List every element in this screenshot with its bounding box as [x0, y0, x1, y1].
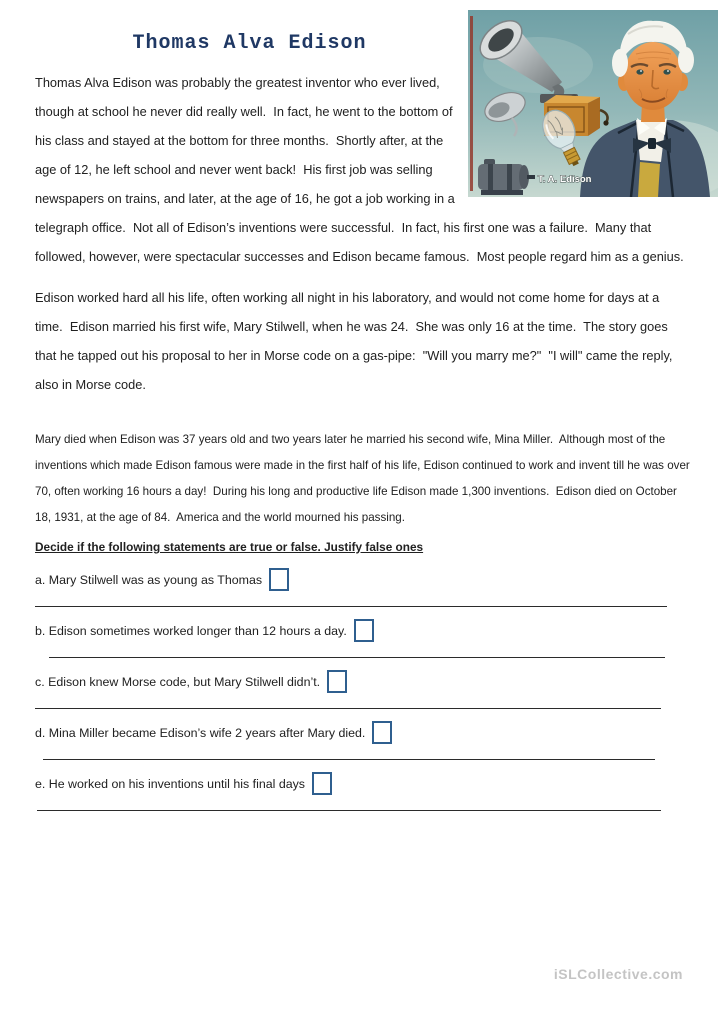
- statement-e-text: e. He worked on his inventions until his final days: [35, 777, 305, 791]
- edison-illustration-svg: [468, 10, 718, 197]
- checkbox-d[interactable]: [372, 721, 392, 744]
- statement-e: [35, 772, 690, 795]
- answer-line-e: [37, 810, 661, 811]
- statement-a: [35, 568, 690, 591]
- illustration-caption: T. A. Edison: [538, 174, 592, 185]
- checkbox-b[interactable]: [354, 619, 374, 642]
- answer-line-c: [35, 708, 661, 709]
- statement-d: [35, 721, 690, 744]
- edison-illustration: [468, 10, 718, 197]
- answer-line-a: [35, 606, 667, 607]
- paragraph-3: Mary died when Edison was 37 years old and two years later he married his second wife, Mina Miller. Although most of the inventions which made Edison famous were made in the first half of his life, Edison continued to work and invent till he was over 70, often working 16 hours a day! During his long and productive life Edison made 1,300 inventions. Edison died on October 18, 1931, at the age of 84. America and the world mourned his passing.: [35, 433, 693, 524]
- answer-line-b: [49, 657, 665, 658]
- watermark: iSLCollective.com: [553, 966, 683, 982]
- statement-c: [35, 670, 690, 693]
- statement-c-text: c. Edison knew Morse code, but Mary Stilwell didn’t.: [35, 675, 321, 689]
- film-edge-stripe: [470, 16, 473, 191]
- checkbox-a[interactable]: [269, 568, 289, 591]
- statement-b: [35, 619, 690, 642]
- paragraph-1: Thomas Alva Edison was probably the greatest inventor who ever lived, though at school he never did really well. In fact, he went to the bottom of his class and stayed at the bottom for three months. Shortly after, at the age of 12, he left school and never went back! His first job was selling newspapers on trains, and later, at the age of 16, he got a job working in a telegraph office. Not all of Edison’s inventions were successful. In fact, his first one was a failure. Many that followed, however, were spectacular successes and Edison became famous. Most people regard him as a genius.: [35, 75, 684, 264]
- checkbox-e[interactable]: [312, 772, 332, 795]
- page-title: Thomas Alva Edison: [132, 32, 367, 55]
- statement-d-text: d. Mina Miller became Edison’s wife 2 years after Mary died.: [35, 726, 366, 740]
- checkbox-c[interactable]: [327, 670, 347, 693]
- statement-a-text: a. Mary Stilwell was as young as Thomas: [35, 573, 263, 587]
- answer-line-d: [43, 759, 655, 760]
- paragraph-2: Edison worked hard all his life, often working all night in his laboratory, and would not come home for days at a time. Edison married his first wife, Mary Stilwell, when he was 24. She was only 16 at the time. The story goes that he tapped out his proposal to her in Morse code on a gas-pipe: "Will you marry me?" "I will" came the reply, also in Morse code.: [35, 290, 677, 392]
- statement-b-text: b. Edison sometimes worked longer than 12 hours a day.: [35, 624, 347, 638]
- exercise-heading: Decide if the following statements are true or false. Justify false ones: [35, 540, 424, 554]
